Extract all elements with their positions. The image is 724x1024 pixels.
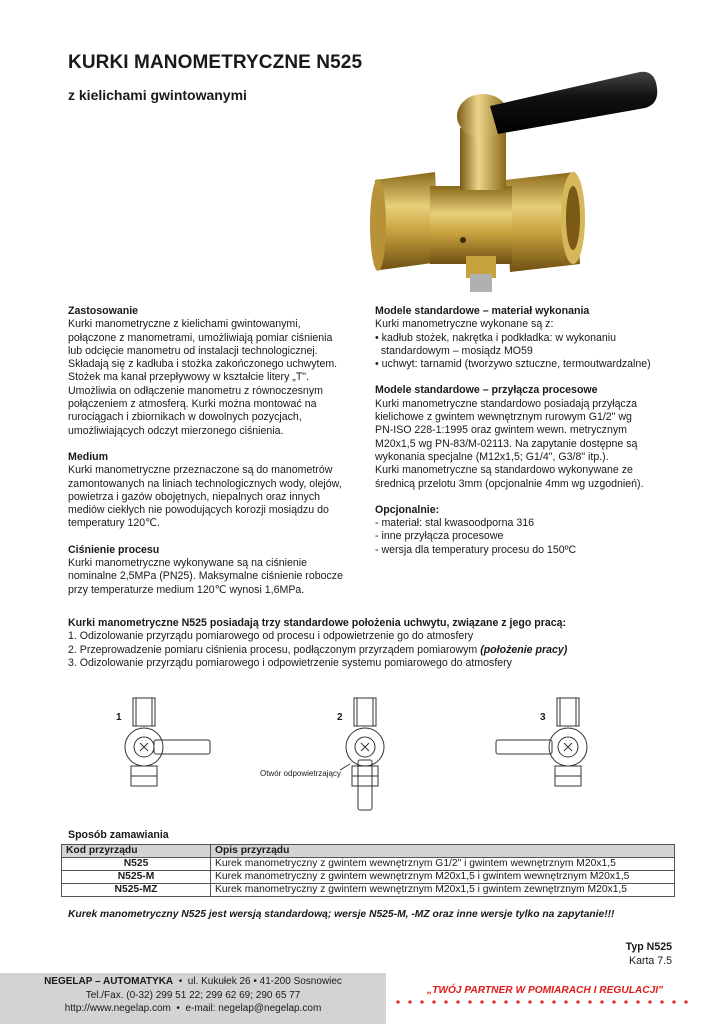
text-line: temperatury 120℃. <box>68 517 160 530</box>
text-line: Stożek ma kanał przepływowy w kształcie litery „T". <box>68 371 310 384</box>
table-cell-code: N525-MZ <box>62 884 211 897</box>
dot <box>432 1000 435 1003</box>
position-text: 2. Przeprowadzenie pomiaru ciśnienia procesu, podłączonym przyrządem pomiarowym <box>68 643 478 656</box>
dot <box>684 1000 687 1003</box>
text-line: rurociągach i zbiornikach w dowolnych pozycjach, <box>68 411 302 424</box>
dot <box>480 1000 483 1003</box>
dot <box>600 1000 603 1003</box>
dot <box>528 1000 531 1003</box>
footer-address-line: NEGELAP – AUTOMATYKA • ul. Kukułek 26 • 41-200 Sosnowiec <box>44 976 342 987</box>
dot <box>396 1000 399 1003</box>
table-header: Opis przyrządu <box>211 845 675 858</box>
text-line: mediów ciekłych nie powodujących korozji mosiądzu do <box>68 504 329 517</box>
footer-phone-line: Tel./Fax. (0-32) 299 51 22; 299 62 69; 290 65 77 <box>85 990 301 1001</box>
section-heading: Opcjonalnie: <box>375 503 440 516</box>
order-table <box>61 844 675 897</box>
position-emphasis: (położenie pracy) <box>480 643 568 656</box>
positions-heading: Kurki manometryczne N525 posiadają trzy standardowe położenia uchwytu, związane z jego pracą: <box>68 617 567 629</box>
company-name: NEGELAP – AUTOMATYKA <box>44 976 174 987</box>
type-label: Typ N525 <box>625 941 672 953</box>
text-line: Umożliwia on odłączenie manometru z równoczesnym <box>68 384 323 397</box>
paragraph <box>375 517 685 557</box>
valve-diagram-3 <box>496 698 587 786</box>
dot <box>624 1000 627 1003</box>
dot <box>408 1000 411 1003</box>
company-address: ul. Kukułek 26 • 41-200 Sosnowiec <box>187 976 342 987</box>
table-header-row <box>62 845 675 858</box>
dot <box>504 1000 507 1003</box>
order-title: Sposób zamawiania <box>68 829 169 841</box>
text-line: połączone z manometrami, umożliwiają pomiar ciśnienia <box>68 331 333 344</box>
text-line: Składają się z kadłuba i stożka zakończonego uchwytem. <box>68 358 338 371</box>
text-line: średnicą przelotu 3mm (opcjonalnie 4mm wg uzgodnień). <box>375 477 644 490</box>
text-line: - wersja dla temperatury procesu do 150ºC <box>375 543 577 556</box>
table-cell-code: N525-M <box>62 871 211 884</box>
text-line: • kadłub stożek, nakrętka i podkładka: w wykonaniu <box>375 331 617 344</box>
dot <box>516 1000 519 1003</box>
dot <box>660 1000 663 1003</box>
section-heading: Modele standardowe – materiał wykonania <box>375 305 590 317</box>
diagram-number: 3 <box>540 712 546 723</box>
dot <box>612 1000 615 1003</box>
dot <box>588 1000 591 1003</box>
dot <box>444 1000 447 1003</box>
email-link[interactable]: e-mail: negelap@negelap.com <box>185 1003 322 1014</box>
diagram-number: 2 <box>337 712 343 723</box>
text-line: M20x1,5 wg PN-83/M-02113. Na zapytanie dostępne są <box>375 437 638 450</box>
text-line: Kurki manometryczne wykonywane są na ciśnienie <box>68 557 308 570</box>
footer-contact <box>0 973 386 1024</box>
text-line: wykonania specjalne (M12x1,5; G1/4", G3/8" itp.). <box>375 450 609 463</box>
diagram-number: 1 <box>116 712 122 723</box>
text-line: • uchwyt: tarnamid (tworzywo sztuczne, termoutwardzalne) <box>375 358 651 371</box>
table-cell-desc: Kurek manometryczny z gwintem wewnętrznym M20x1,5 i gwintem wewnętrznym M20x1,5 <box>211 871 675 884</box>
text-line: Kurki manometryczne standardowo posiadają przyłącza <box>375 397 638 410</box>
table-cell-desc: Kurek manometryczny z gwintem wewnętrznym G1/2" i gwintem wewnętrznym M20x1,5 <box>211 858 675 871</box>
table-cell-code: N525 <box>62 858 211 871</box>
text-line: Kurki manometryczne przeznaczone są do manometrów <box>68 464 333 477</box>
text-line: PN-ISO 228-1:1995 oraz gwintem wewn. metrycznym <box>375 424 627 437</box>
dot <box>672 1000 675 1003</box>
dot <box>540 1000 543 1003</box>
position-item: 3. Odizolowanie przyrządu pomiarowego i odpowietrzenie systemu pomiarowego do atmosfery <box>68 656 512 669</box>
valve-photo <box>370 68 680 300</box>
left-column <box>68 305 368 610</box>
section-heading: Zastosowanie <box>68 305 139 317</box>
text-line: lub odcięcie manometru od instalacji technologicznej. <box>68 344 318 357</box>
page-subtitle: z kielichami gwintowanymi <box>68 87 247 103</box>
text-line: kielichowe z gwintem wewnętrznym rurowym G1/2" wg <box>375 411 632 424</box>
text-line: przy temperaturze medium 120℃ wynosi 1,6MPa. <box>68 583 305 596</box>
paragraph <box>375 318 685 371</box>
right-column <box>375 305 685 570</box>
dot <box>648 1000 651 1003</box>
text-line: zamontowanych na liniach technologicznych wody, olejów, <box>68 477 342 490</box>
paragraph <box>68 464 368 530</box>
footer-web-line: http://www.negelap.com • e-mail: negelap@negelap.com <box>64 1003 322 1014</box>
paragraph <box>375 398 685 491</box>
position-item: 1. Odizolowanie przyrządu pomiarowego od procesu i odpowietrzenie go do atmosfery <box>68 630 474 643</box>
table-header: Kod przyrządu <box>62 845 211 858</box>
valve-diagrams <box>100 690 620 820</box>
text-line: Kurki manometryczne z kielichami gwintowanymi, <box>68 318 301 331</box>
text-line: - materiał: stal kwasoodporna 316 <box>375 517 534 530</box>
dot <box>564 1000 567 1003</box>
vent-label: Otwór odpowietrzający <box>260 769 341 778</box>
handle-positions <box>68 617 668 670</box>
decorative-dots <box>395 999 695 1005</box>
text-line: Kurki manometryczne wykonane są z: <box>375 318 554 331</box>
valve-diagram-2 <box>340 698 384 810</box>
website-link[interactable]: http://www.negelap.com <box>64 1003 171 1014</box>
card-label: Karta 7.5 <box>629 955 672 967</box>
text-line: powietrza i gazów obojętnych, niepalnych oraz innych <box>68 490 321 503</box>
text-line: połączeniem z atmosferą. Kurki można montować na <box>68 398 317 411</box>
order-note: Kurek manometryczny N525 jest wersją standardową; wersje N525-M, -MZ oraz inne wersje tylko na zapytanie!!! <box>68 909 615 920</box>
dot <box>468 1000 471 1003</box>
dot <box>420 1000 423 1003</box>
dot <box>456 1000 459 1003</box>
paragraph <box>68 318 368 438</box>
paragraph <box>68 557 368 597</box>
text-line: nominalne 2,5MPa (PN25). Maksymalne ciśnienie robocze <box>68 570 343 583</box>
table-cell-desc: Kurek manometryczny z gwintem wewnętrznym M20x1,5 i gwintem zewnętrznym M20x1,5 <box>211 884 675 897</box>
section-heading: Ciśnienie procesu <box>68 543 160 556</box>
text-line: umożliwiających odczyt mierzonego ciśnienia. <box>68 424 284 437</box>
dot <box>492 1000 495 1003</box>
table-row <box>62 858 675 871</box>
slogan: „TWÓJ PARTNER W POMIARACH I REGULACJI" <box>427 985 663 996</box>
section-heading: Modele standardowe – przyłącza procesowe <box>375 384 598 397</box>
dot <box>552 1000 555 1003</box>
section-heading: Medium <box>68 450 109 463</box>
position-item <box>68 644 668 657</box>
dot <box>636 1000 639 1003</box>
valve-diagram-1 <box>125 698 210 786</box>
text-line: standardowym – mosiądz MO59 <box>375 344 533 357</box>
dot <box>576 1000 579 1003</box>
table-row <box>62 871 675 884</box>
table-row <box>62 884 675 897</box>
text-line: Kurki manometryczne są standardowo wykonywane ze <box>375 464 633 477</box>
page-title: KURKI MANOMETRYCZNE N525 <box>68 52 363 73</box>
text-line: - inne przyłącza procesowe <box>375 530 504 543</box>
